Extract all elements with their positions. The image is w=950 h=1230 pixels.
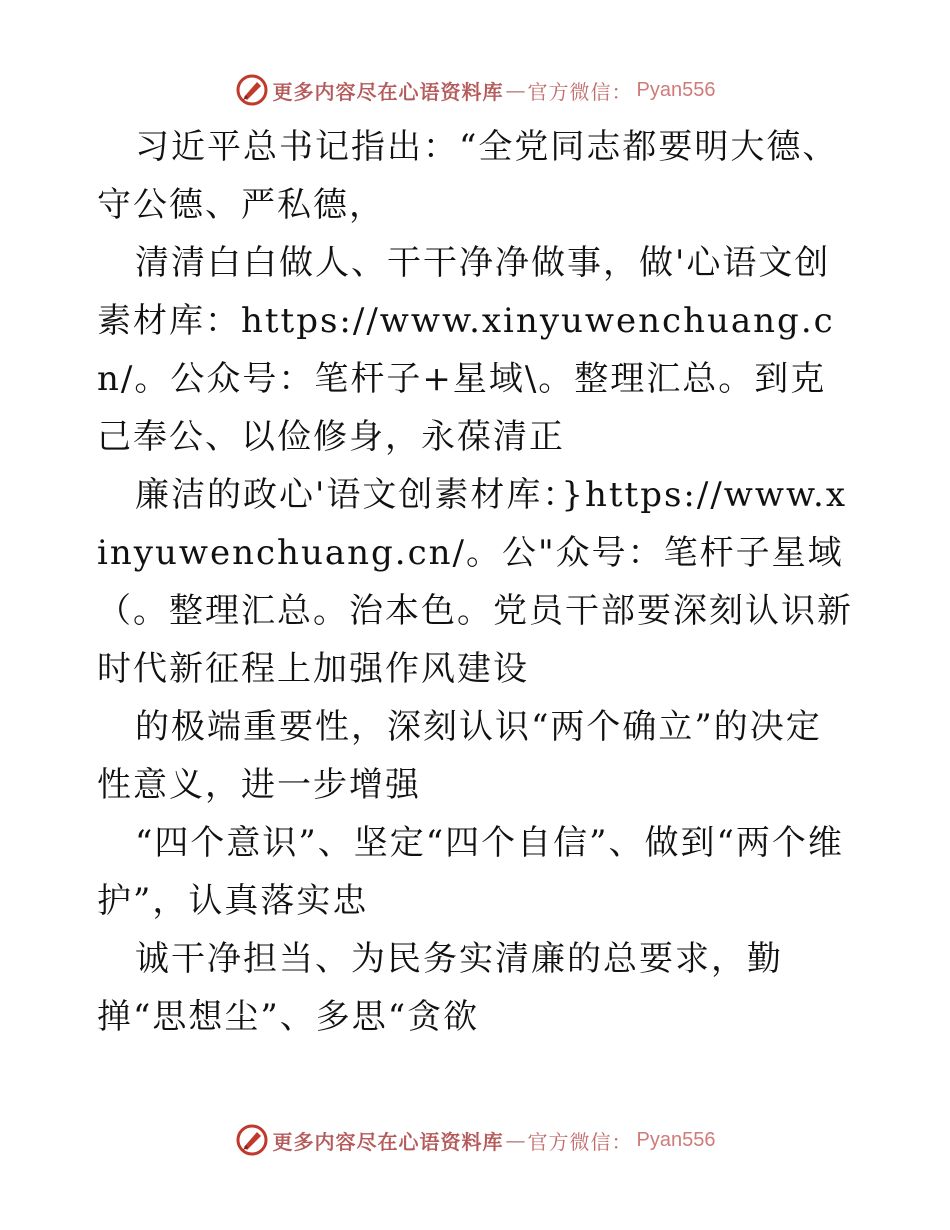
pen-nib-logo-icon <box>235 73 269 107</box>
body-paragraph: 清清白白做人、干干净净做事，做'心语文创素材库：https://www.xinyuwenchuang.cn/。公众号：笔杆子+星域\。整理汇总。到克己奉公、以俭修身，永葆清正 <box>97 243 835 457</box>
document-body <box>97 118 857 1046</box>
header-banner <box>0 70 950 110</box>
body-paragraph: 的极端重要性，深刻认识“两个确立”的决定性意义，进一步增强 <box>97 707 822 805</box>
banner-separator: — <box>505 1128 526 1152</box>
body-paragraph: 习近平总书记指出：“全党同志都要明大德、守公德、严私德， <box>97 127 839 225</box>
body-paragraph: 廉洁的政心'语文创素材库：}https://www.xinyuwenchuang.cn/。公"众号：笔杆子星域（。整理汇总。治本色。党员干部要深刻认识新时代新征程上加强作风建设 <box>97 475 853 689</box>
pen-nib-logo-icon <box>235 1123 269 1157</box>
body-paragraph: “四个意识”、坚定“四个自信”、做到“两个维护”，认真落实忠 <box>97 823 844 921</box>
body-paragraph: 诚干净担当、为民务实清廉的总要求，勤掸“思想尘”、多思“贪欲 <box>97 939 783 1037</box>
banner-brand-text: 更多内容尽在心语资料库 <box>272 1129 504 1154</box>
banner-separator: — <box>505 78 526 102</box>
banner-wechat-id: Pyan556 <box>636 78 716 101</box>
banner-wechat-label: 官方微信： <box>527 1129 633 1154</box>
banner-wechat-id: Pyan556 <box>636 1128 716 1151</box>
footer-banner <box>0 1120 950 1160</box>
banner-wechat-label: 官方微信： <box>527 79 633 104</box>
banner-brand-text: 更多内容尽在心语资料库 <box>272 79 504 104</box>
